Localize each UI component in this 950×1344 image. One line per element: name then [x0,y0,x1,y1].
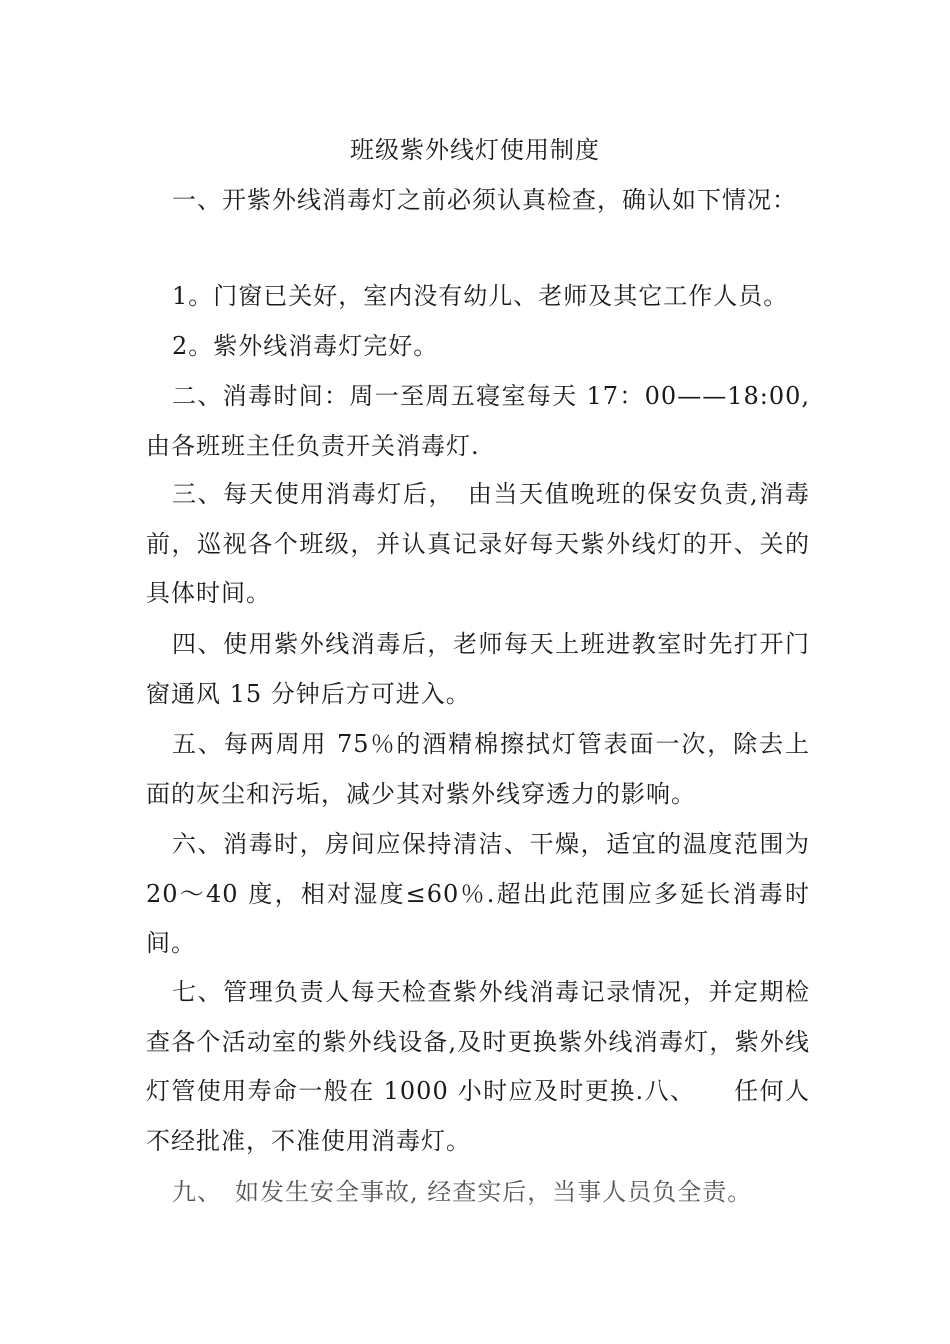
paragraph-7: 七、管理负责人每天检查紫外线消毒记录情况，并定期检查各个活动室的紫外线设备,及时更换紫外线消毒灯，紫外线灯管使用寿命一般在 1000 小时应及时更换.八、 任何人不经批准，不准使用消毒灯。 [146,978,810,1155]
paragraph-1-item-1: 1。门窗已关好，室内没有幼儿、老师及其它工作人员。 [172,282,789,310]
paragraph-1: 一、开紫外线消毒灯之前必须认真检查，确认如下情况： [172,186,797,214]
document-title: 班级紫外线灯使用制度 [350,136,600,164]
paragraph-4: 四、使用紫外线消毒后，老师每天上班进教室时先打开门窗通风 15 分钟后方可进入。 [146,630,810,708]
paragraph-2: 二、消毒时间：周一至周五寝室每天 17：00——18:00,由各班班主任负责开关消毒灯. [146,382,810,460]
paragraph-1-item-2: 2。紫外线消毒灯完好。 [172,332,439,360]
paragraph-6: 六、消毒时，房间应保持清洁、干燥，适宜的温度范围为 20～40 度，相对湿度≤60％.超出此范围应多延长消毒时间。 [146,830,810,958]
paragraph-9: 九、 如发生安全事故, 经查实后，当事人员负全责。 [172,1178,753,1206]
paragraph-3: 三、每天使用消毒灯后， 由当天值晚班的保安负责,消毒前，巡视各个班级，并认真记录好每天紫外线灯的开、关的具体时间。 [146,480,810,608]
paragraph-5: 五、每两周用 75％的酒精棉擦拭灯管表面一次，除去上面的灰尘和污垢，减少其对紫外线穿透力的影响。 [146,730,810,808]
